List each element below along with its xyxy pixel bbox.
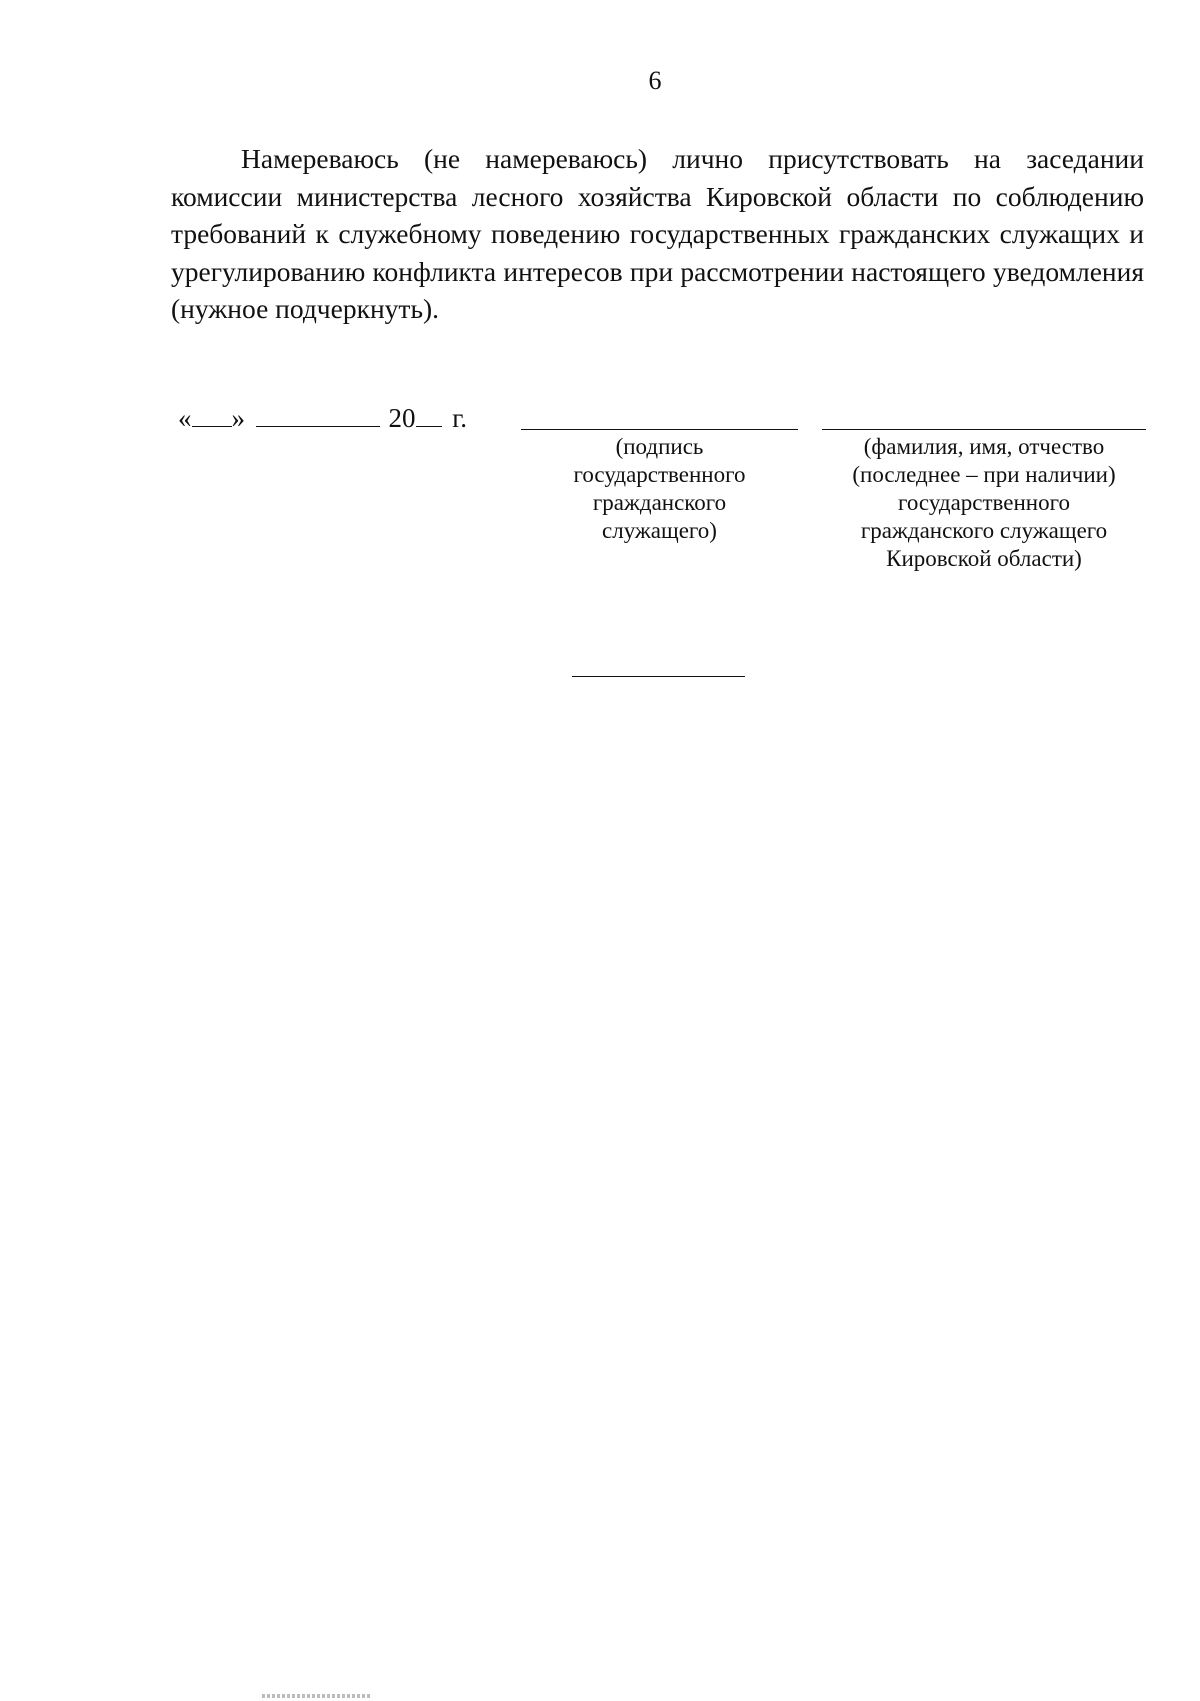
end-of-document-rule bbox=[572, 676, 745, 677]
year-blank bbox=[416, 400, 442, 427]
signature-line bbox=[521, 429, 798, 430]
signature-caption bbox=[541, 433, 778, 545]
full-name-caption bbox=[826, 433, 1142, 573]
day-blank bbox=[192, 400, 232, 427]
year-suffix: г. bbox=[452, 403, 468, 433]
page-number: 6 bbox=[648, 66, 662, 95]
signature-caption-line: (подпись bbox=[615, 434, 704, 459]
full-name-caption-line: (последнее – при наличии) bbox=[852, 462, 1116, 487]
date-open-quote: « bbox=[178, 403, 192, 433]
full-name-caption-line: Кировской области) bbox=[886, 546, 1082, 571]
full-name-caption-line: гражданского служащего bbox=[860, 518, 1108, 543]
full-name-line bbox=[822, 429, 1146, 430]
notification-paragraph: Намереваюсь (не намереваюсь) лично присутствовать на заседании комиссии министерства лесного хозяйства Кировской области по соблюдению требований к служебному поведению государственных гражданских служащих и урегулированию конфликта интересов при рассмотрении настоящего уведомления (нужное подчеркнуть). bbox=[171, 143, 1144, 324]
full-name-caption-line: (фамилия, имя, отчество bbox=[863, 434, 1105, 459]
full-name-caption-line: государственного bbox=[898, 490, 1070, 515]
signature-caption-line: государственного bbox=[573, 462, 746, 487]
scan-artifact bbox=[262, 1694, 372, 1698]
year-prefix: 20 bbox=[388, 403, 416, 433]
signature-caption-line: гражданского bbox=[592, 490, 727, 515]
date-field bbox=[178, 400, 467, 434]
signature-caption-line: служащего) bbox=[602, 518, 717, 543]
month-blank bbox=[256, 400, 380, 427]
date-close-quote: » bbox=[231, 403, 245, 433]
